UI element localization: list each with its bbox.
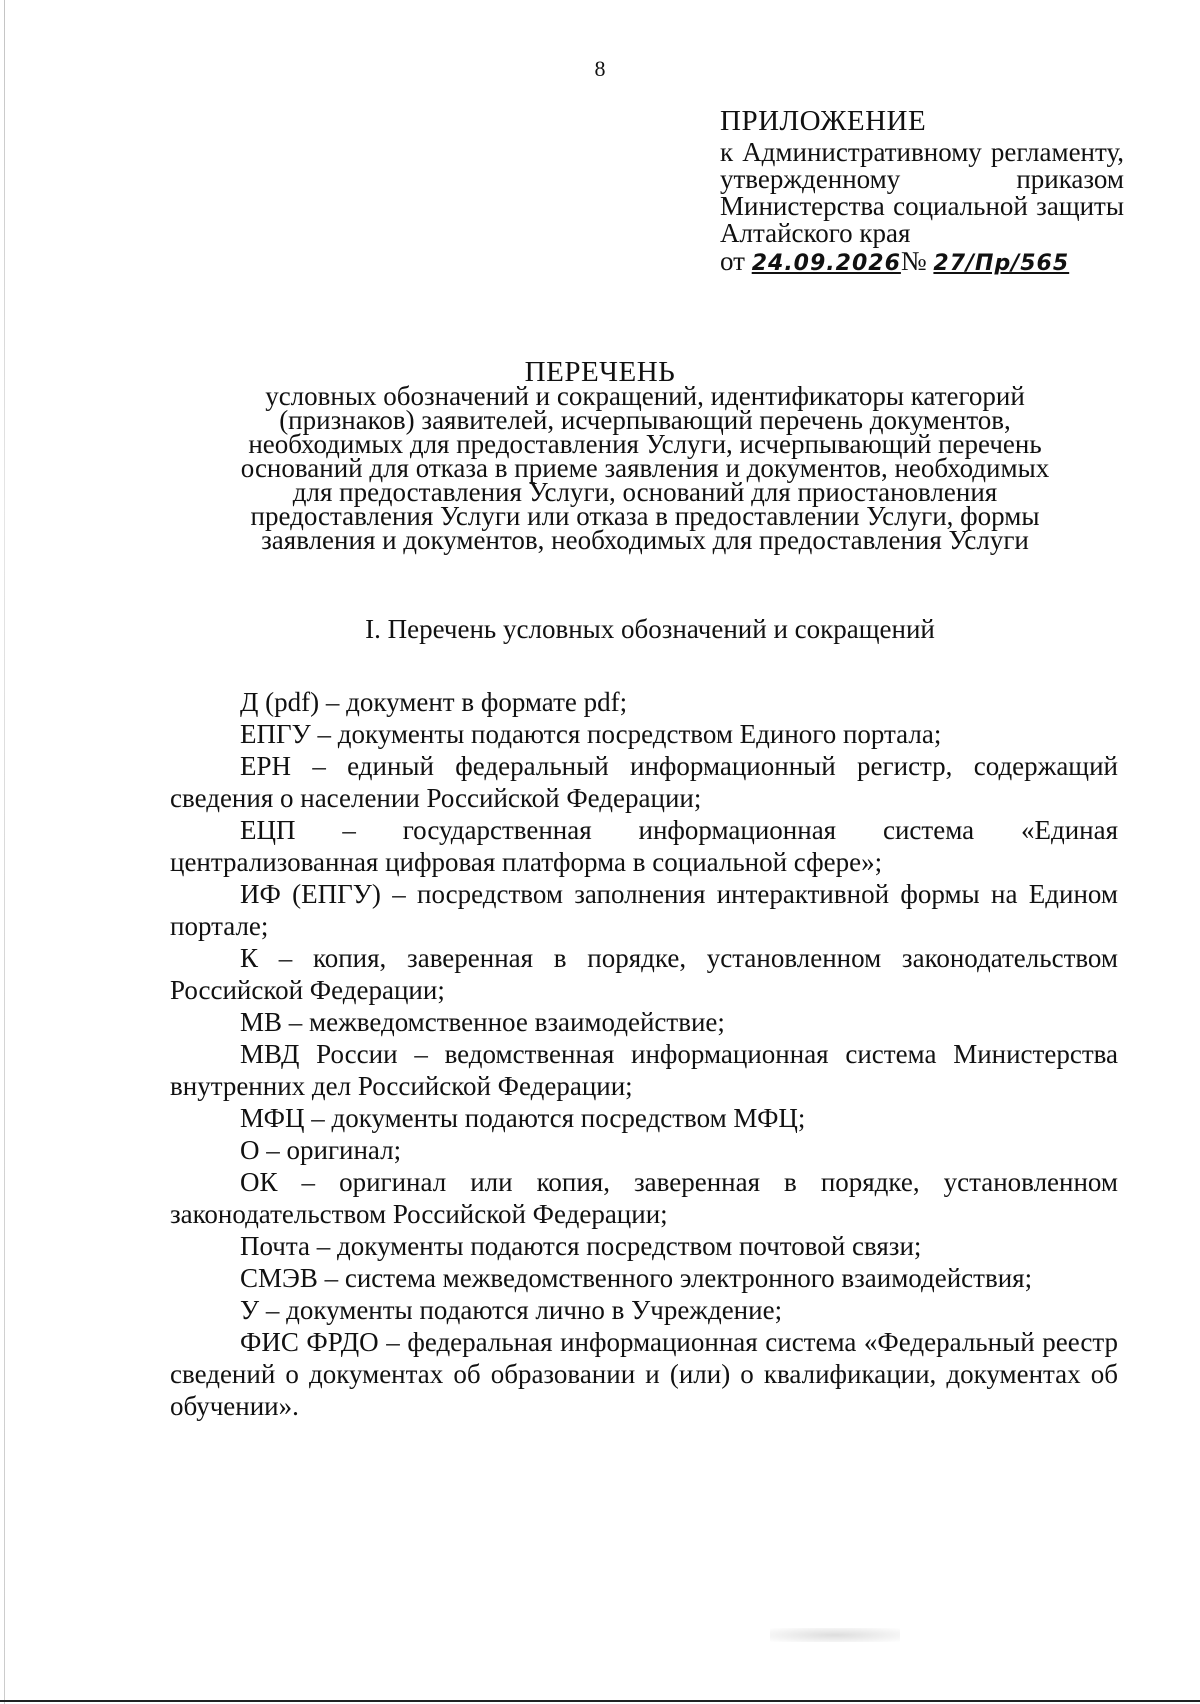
section-heading: I. Перечень условных обозначений и сокращений [365, 614, 935, 644]
scan-edge-left [4, 0, 5, 1704]
abbreviation-list [170, 686, 1118, 1422]
number-prefix: № [900, 246, 927, 276]
scan-smudge [770, 1628, 900, 1642]
handwritten-date: 24.09.2026 [751, 251, 901, 276]
scan-edge-bottom [0, 1700, 1200, 1702]
abbreviation-entry: ИФ (ЕПГУ) – посредством заполнения интерактивной формы на Едином портале; [170, 879, 1118, 941]
abbreviation-entry: МВД России – ведомственная информационная система Министерства внутренних дел Российской Федерации; [170, 1039, 1118, 1101]
abbreviation-entry: ОК – оригинал или копия, заверенная в порядке, установленном законодательством Российской Федерации; [170, 1167, 1118, 1229]
page-number: 8 [594, 56, 606, 81]
list-subtitle: условных обозначений и сокращений, идентификаторы категорий (признаков) заявителей, исчерпывающий перечень документов, необходимых для предоставления Услуги, исчерпывающий перечень оснований для отказа в приеме заявления и документов, необходимых для предоставления Услуги, оснований для приостановления предоставления Услуги или отказа в предоставлении Услуги, формы заявления и документов, необходимых для предоставления Услуги [240, 381, 1050, 555]
appendix-date-line [720, 248, 1124, 277]
abbreviation-entry: О – оригинал; [240, 1135, 402, 1165]
abbreviation-entry: МВ – межведомственное взаимодействие; [240, 1007, 725, 1037]
handwritten-number: 27/Пр/565 [933, 251, 1070, 276]
appendix-block [720, 105, 1124, 277]
abbreviation-entry: ФИС ФРДО – федеральная информационная система «Федеральный реестр сведений о документах об образовании и (или) о квалификации, документах об обучении». [170, 1327, 1118, 1421]
list-title: ПЕРЕЧЕНЬ [524, 356, 676, 388]
date-prefix: от [720, 246, 745, 276]
abbreviation-entry: ЕПГУ – документы подаются посредством Единого портала; [240, 719, 942, 749]
appendix-title: ПРИЛОЖЕНИЕ [720, 105, 927, 137]
abbreviation-entry: Д (pdf) – документ в формате pdf; [240, 687, 628, 717]
appendix-text: к Административному регламенту, утвержденному приказом Министерства социальной защиты Алтайского края [720, 137, 1124, 248]
abbreviation-entry: Почта – документы подаются посредством почтовой связи; [240, 1231, 922, 1261]
abbreviation-entry: СМЭВ – система межведомственного электронного взаимодействия; [240, 1263, 1033, 1293]
abbreviation-entry: К – копия, заверенная в порядке, установленном законодательством Российской Федерации; [170, 943, 1118, 1005]
abbreviation-entry: МФЦ – документы подаются посредством МФЦ; [240, 1103, 806, 1133]
abbreviation-entry: ЕРН – единый федеральный информационный регистр, содержащий сведения о населении Российской Федерации; [170, 751, 1118, 813]
abbreviation-entry: ЕЦП – государственная информационная система «Единая централизованная цифровая платформа в социальной сфере»; [170, 815, 1118, 877]
abbreviation-entry: У – документы подаются лично в Учреждение; [240, 1295, 783, 1325]
